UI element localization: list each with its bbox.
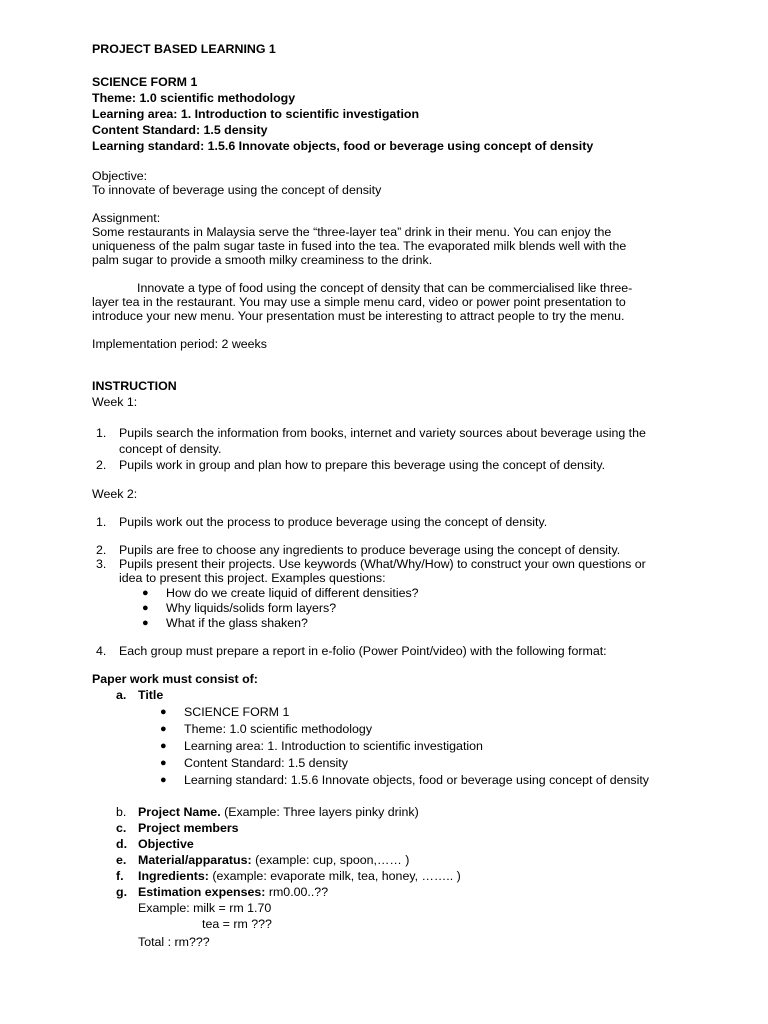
paperwork-item-project-name: Project Name. (Example: Three layers pinky drink)	[138, 805, 419, 819]
paperwork-item-expenses: Estimation expenses: rm0.00..??	[138, 885, 329, 899]
list-item-line: Pupils work out the process to produce beverage using the concept of density.	[119, 515, 548, 529]
assignment-p2-line: Innovate a type of food using the concept of density that can be commercialised like three-	[137, 281, 633, 295]
paperwork-title-label: Title	[138, 688, 164, 702]
list-letter: b.	[116, 805, 127, 819]
list-number: 2.	[96, 543, 107, 557]
objective-label: Objective:	[92, 169, 148, 183]
week1-label: Week 1:	[92, 395, 138, 409]
list-item-line: Pupils search the information from books, internet and variety sources about beverage using the	[119, 426, 646, 440]
question-item: What if the glass shaken?	[166, 616, 308, 630]
subject-line: SCIENCE FORM 1	[92, 75, 198, 89]
paperwork-item-material: Material/apparatus: (example: cup, spoon,…… )	[138, 853, 410, 867]
list-letter: c.	[116, 821, 127, 835]
title-item: Content Standard: 1.5 density	[184, 756, 348, 770]
title-item: Theme: 1.0 scientific methodology	[184, 722, 373, 736]
bullet: ●	[160, 757, 167, 769]
assignment-p1-line: palm sugar to provide a smooth milky creaminess to the drink.	[92, 253, 433, 267]
list-number: 3.	[96, 557, 107, 571]
assignment-p2-line: introduce your new menu. Your presentation must be interesting to attract people to try the menu.	[92, 309, 625, 323]
list-letter: e.	[116, 853, 127, 867]
bullet: ●	[142, 617, 149, 629]
title-item: SCIENCE FORM 1	[184, 705, 290, 719]
list-number: 1.	[96, 426, 107, 440]
list-letter: a.	[116, 688, 127, 702]
list-letter: d.	[116, 837, 128, 851]
list-item-line: Pupils present their projects. Use keywords (What/Why/How) to construct your own questions or	[119, 557, 646, 571]
assignment-p1-line: Some restaurants in Malaysia serve the “three-layer tea” drink in their menu. You can enjoy the	[92, 225, 612, 239]
bullet: ●	[142, 587, 149, 599]
objective-text: To innovate of beverage using the concept of density	[92, 183, 382, 197]
title-item: Learning area: 1. Introduction to scientific investigation	[184, 739, 483, 753]
list-item-line: Pupils are free to choose any ingredients to produce beverage using the concept of density.	[119, 543, 621, 557]
paperwork-heading: Paper work must consist of:	[92, 672, 258, 686]
title-item: Learning standard: 1.5.6 Innovate objects, food or beverage using concept of density	[184, 773, 649, 787]
list-letter: f.	[116, 869, 124, 883]
question-item: Why liquids/solids form layers?	[166, 601, 337, 615]
paperwork-item-ingredients: Ingredients: (example: evaporate milk, tea, honey, …….. )	[138, 869, 461, 883]
list-number: 2.	[96, 458, 107, 472]
bullet: ●	[160, 774, 167, 786]
list-item-line: Each group must prepare a report in e-folio (Power Point/video) with the following format:	[119, 644, 607, 658]
learning-standard-line: Learning standard: 1.5.6 Innovate objects, food or beverage using concept of density	[92, 139, 594, 153]
implementation-period: Implementation period: 2 weeks	[92, 337, 267, 351]
content-standard-line: Content Standard: 1.5 density	[92, 123, 268, 137]
document-title: PROJECT BASED LEARNING 1	[92, 42, 276, 56]
expense-example-line: Example: milk = rm 1.70	[138, 901, 272, 915]
assignment-p2-line: layer tea in the restaurant. You may use a simple menu card, video or power point presentation to	[92, 295, 626, 309]
question-item: How do we create liquid of different densities?	[166, 586, 419, 600]
expense-total: Total : rm???	[138, 935, 210, 949]
bullet: ●	[160, 706, 167, 718]
list-item-line: Pupils work in group and plan how to prepare this beverage using the concept of density.	[119, 458, 606, 472]
list-number: 4.	[96, 644, 107, 658]
assignment-label: Assignment:	[92, 211, 161, 225]
list-letter: g.	[116, 885, 128, 899]
instruction-heading: INSTRUCTION	[92, 379, 177, 393]
bullet: ●	[142, 602, 149, 614]
paperwork-item-objective: Objective	[138, 837, 194, 851]
bullet: ●	[160, 723, 167, 735]
assignment-p1-line: uniqueness of the palm sugar taste in fused into the tea. The evaporated milk blends well with the	[92, 239, 627, 253]
week2-label: Week 2:	[92, 487, 138, 501]
theme-line: Theme: 1.0 scientific methodology	[92, 91, 296, 105]
expense-example-line: tea = rm ???	[202, 917, 272, 931]
list-number: 1.	[96, 515, 107, 529]
learning-area-line: Learning area: 1. Introduction to scientific investigation	[92, 107, 420, 121]
paperwork-item-project-members: Project members	[138, 821, 239, 835]
list-item-line: concept of density.	[119, 442, 222, 456]
list-item-line: idea to present this project. Examples questions:	[119, 571, 386, 585]
bullet: ●	[160, 740, 167, 752]
